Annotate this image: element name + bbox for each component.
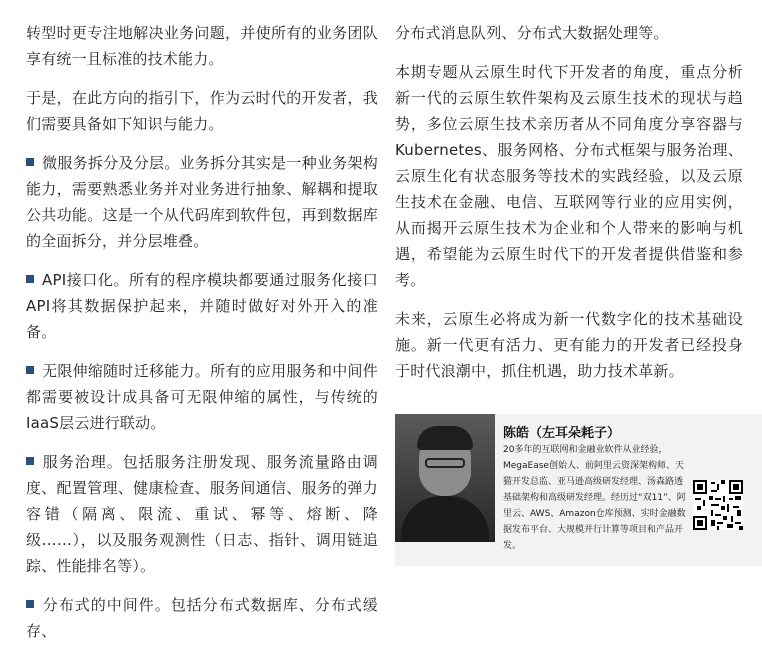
square-bullet-icon — [26, 158, 34, 166]
square-bullet-icon — [26, 275, 34, 283]
bullet-item: 分布式的中间件。包括分布式数据库、分布式缓存、 — [26, 596, 378, 640]
paragraph: 未来，云原生必将成为新一代数字化的技术基础设施。新一代更有活力、更有能力的开发者已经投身于时代浪潮中，抓住机遇，助力技术革新。 — [395, 310, 743, 380]
right-column — [395, 20, 743, 397]
author-name: 陈皓（左耳朵耗子） — [503, 426, 621, 441]
author-box — [395, 414, 762, 566]
bullet-item: 无限伸缩随时迁移能力。所有的应用服务和中间件都需要被设计成具备可无限伸缩的属性，与传统的IaaS层云进行联动。 — [26, 362, 378, 432]
paragraph: 于是，在此方向的指引下，作为云时代的开发者，我们需要具备如下知识与能力。 — [26, 89, 378, 133]
bullet-item: 服务治理。包括服务注册发现、服务流量路由调度、配置管理、健康检查、服务间通信、服务的弹力容错（隔离、限流、重试、幂等、熔断、降级……），以及服务观测性（日志、指针、调用链追踪、性能排名等）。 — [26, 453, 378, 575]
qr-code-icon — [693, 480, 743, 530]
bullet-item: 微服务拆分及分层。业务拆分其实是一种业务架构能力，需要熟悉业务并对业务进行抽象、解耦和提取公共功能。这是一个从代码库到软件包，再到数据库的全面拆分，并分层堆叠。 — [26, 154, 378, 250]
paragraph: 分布式消息队列、分布式大数据处理等。 — [395, 24, 669, 42]
square-bullet-icon — [26, 366, 34, 374]
square-bullet-icon — [26, 457, 34, 465]
bullet-item: API接口化。所有的程序模块都要通过服务化接口API将其数据保护起来，并随时做好对外开入的准备。 — [26, 271, 378, 341]
paragraph: 本期专题从云原生时代下开发者的角度，重点分析新一代的云原生软件架构及云原生技术的现状与趋势，多位云原生技术亲历者从不同角度分享容器与Kubernetes、服务网格、分布式框架与服务治理、云原生化有状态服务等技术的实践经验，以及云原生技术在金融、电信、互联网等行业的应用实例，从而揭开云原生技术为企业和个人带来的影响与机遇，希望能为云原生时代下的开发者提供借鉴和参考。 — [395, 63, 743, 289]
author-bio: 20多年的互联网和金融业软件从业经验，MegaEase创始人、前阿里云资深架构师、天猫开发总监、亚马逊高级研发经理、汤森路透基础架构和高级研发经理。经历过“双11”、阿里云、AWS、Amazon仓库预测、实时金融数据发布平台、大规模并行计算等项目和产品开发。 — [503, 445, 686, 551]
paragraph: 转型时更专注地解决业务问题，并使所有的业务团队享有统一且标准的技术能力。 — [26, 24, 378, 68]
left-column — [26, 20, 378, 657]
square-bullet-icon — [26, 600, 34, 608]
author-photo — [395, 414, 495, 542]
